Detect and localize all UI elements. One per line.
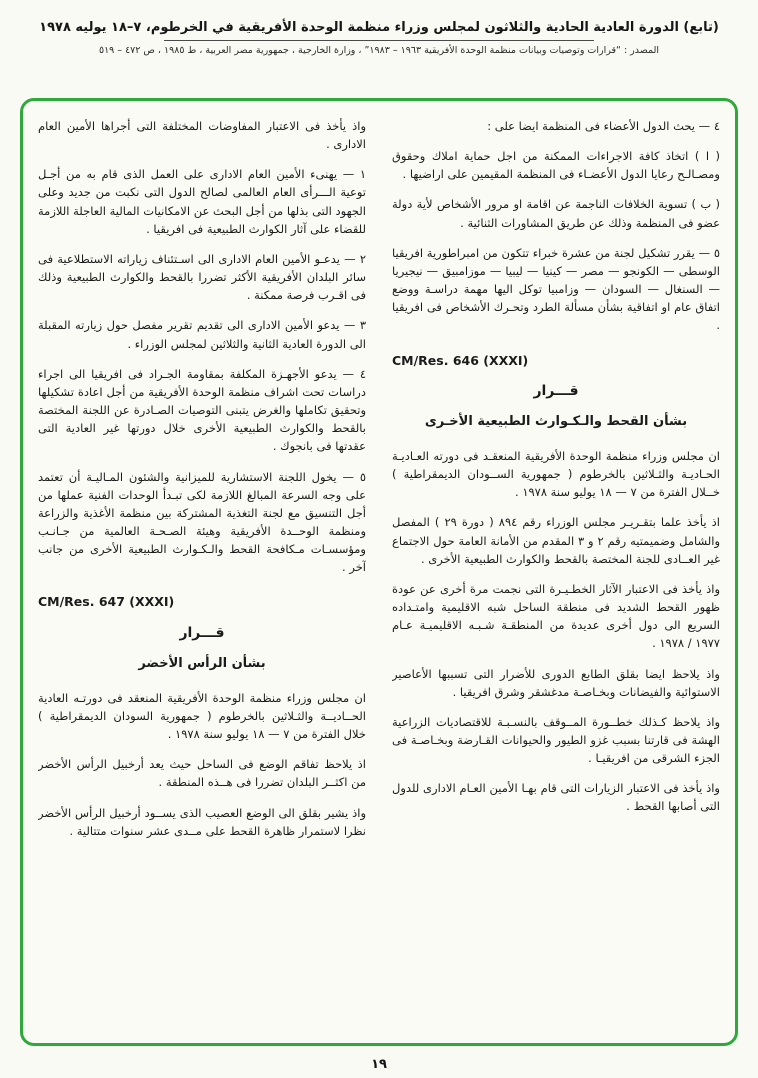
resolution-subject: بشأن الرأس الأخضر (138, 656, 266, 672)
resolution-number: CM/Res. 647 (XXXI) (38, 594, 175, 610)
column-right (392, 117, 720, 1033)
paragraph: واذ يأخذ فى الاعتبار الزيارات التى قام بهـا الأمين العـام الادارى للدول التى أصابها القحط . (392, 781, 720, 814)
header-divider (164, 40, 594, 41)
paragraph: ( ا ) اتخاذ كافة الاجراءات الممكنة من اجل حماية املاك وحقوق ومصـالـح رعايا الدول الأعضـاء فى المنظمة المقيمين على اراضيها . (392, 149, 720, 182)
header-session-title: (تابع) الدورة العادية الحادية والثلاثون لمجلس وزراء منظمة الوحدة الأفريقية في الخرطوم، ٧–١٨ يوليه ١٩٧٨ (39, 20, 719, 35)
resolution-number: CM/Res. 646 (XXXI) (392, 352, 529, 368)
paragraph: ٣ — يدعو الأمين الادارى الى تقديم تقرير مفصل حول زيارته المقبلة الى الدورة العادية الثانية والثلاثين لمجلس الوزراء . (38, 318, 366, 351)
green-border-box (20, 98, 738, 1046)
paragraph: واذ يلاحظ كـذلك خطــورة المــوقف بالنسـبـة للاقتصاديات الزراعية الهشة فى قارتنا بسبب غزو الطيور والحيوانات القـارضة وبخـاصـة فى الجزء الشرقى من افريقيـا . (392, 714, 720, 766)
column-left (38, 117, 366, 1033)
paragraph: ٤ — يحث الدول الأعضاء فى المنظمة ايضا على : (487, 119, 720, 133)
paragraph: واذ يأخذ فى الاعتبار المفاوضات المختلفة التى أجراها الأمين العام الادارى . (38, 119, 366, 152)
paragraph: ٥ — يخول اللجنة الاستشارية للميزانية والشئون المـاليـة أن تعتمد على وجه السرعة المبالغ اللازمة لكى تبـدأ الوحدات الفنية عملها من أجل التنسيق مع لجنة التغذية المشتركة بين منظمة الأغذية والزراعة ومنظمة الوحــدة الأفريقية وهيئة الصـحـة العالمية من جـانـب ومؤسسـات مـكافحة القحط والـكـوارث الطبيعية الأخرى من جانب آخر . (38, 469, 366, 575)
page-header (0, 0, 758, 56)
paragraph: ان مجلس وزراء منظمة الوحدة الأفريقية المنعقـد فى دورته العـاديـة الحـاديـة والثـلاثين بالخرطوم ( جمهورية الســودان الديمقراطية ) خــلال الفترة من ٧ — ١٨ يوليو سنة ١٩٧٨ . (392, 448, 720, 500)
paragraph: واذ يلاحظ ايضا بقلق الطابع الدورى للأضرار التى تسببها الأعاصير الاستوائية والفيضانات وبخـاصـة مدغشقر وشرق افريقيا . (392, 666, 720, 699)
paragraph: واذ يأخذ فى الاعتبار الآثار الخطـيـرة التى نجمت مرة أخرى عن عودة ظهور القحط الشديد فى منطقة الساحل شبه الاقليمية وامتـداده السريع الى دول أخرى عديدة من المنطقـة شـبـه الاقليميـة عـام ١٩٧٧ / ١٩٧٨ . (392, 581, 720, 651)
paragraph: ٢ — يدعـو الأمين العام الادارى الى اسـتئناف زياراته الاستطلاعية فى سائر البلدان الأفريقية الأكثر تضررا بالقحط والكوارث الطبيعية وذلك فى اقـرب فرصة ممكنة . (38, 251, 366, 303)
paragraph: اذ يأخذ علما بتقـريـر مجلس الوزراء رقم ٨٩٤ ( دورة ٢٩ ) المفصل والشامل وضميمتيه رقم ٢ و ٣ المقدم من الأمانة العامة حول الاجتماع غير العــادى للجنة المختصة بالقحط والكوارث الطبيعية الأخرى . (392, 515, 720, 566)
resolution-title: قـــرار (533, 383, 579, 400)
resolution-subject: بشأن القحط والـكـوارث الطبيعية الأخـرى (424, 414, 688, 430)
paragraph: ١ — يهنىء الأمين العام الادارى على العمل الذى قام به من أجـل توعية الـــرأى العام العالمى لصالح الدول التى نكبت من جديد وعلى الجهود التى بذلها من أجل البحث عن الامكانيات المالية العاجلة اللازمة للقضاء على آثار الكوارث الطبيعية فى افريقيا . (38, 167, 366, 236)
page-number: ١٩ (371, 1057, 387, 1072)
header-source-note: المصدر : “قرارات وتوصيات وبيانات منظمة الوحدة الأفريقية ١٩٦٣ – ١٩٨٣” ، وزارة الخارجية ، جمهورية مصر العربية ، ط ١٩٨٥ ، ص ٤٧٢ – ٥١٩ (98, 45, 660, 56)
paragraph: ( ب ) تسوية الخلافات الناجمة عن اقامة او مرور الأشخاص لأية دولة عضو فى المنظمة وذلك عن طريق المشاورات الثنائية . (392, 197, 720, 230)
page-footer (0, 1053, 758, 1072)
paragraph: ٥ — يقرر تشكيل لجنة من عشرة خبراء تتكون من امبراطورية افريقيا الوسطى — الكونجو — مصر — كينيا — ليبيا — موزامبيق — نيجيريا — السنغال — السودان — وزامبيا توكل اليها مهمة دراسـة ووضع اتفاق عام او اتفاقية بشأن مسألة الطرد وتحـرك الأشخاص فى افريقيا . (392, 245, 720, 333)
paragraph: واذ يشير بقلق الى الوضع العصيب الذى يســود أرخبيل الرأس الأخضر نظرا لاستمرار ظاهرة القحط على مــدى عشر سنوات متتالية . (38, 805, 366, 838)
paragraph: ان مجلس وزراء منظمة الوحدة الأفريقية المنعقد فى دورتـه العادية الحــاديــة والثـلاثين بالخرطوم ( جمهورية السودان الديمقراطية ) خلال الفترة من ٧ — ١٨ يوليو سنة ١٩٧٨ . (38, 690, 366, 742)
paragraph: اذ يلاحظ تفاقم الوضع فى الساحل حيث يعد أرخبيل الرأس الأخضر من اكثــر البلدان تضررا فى هــذه المنطقة . (38, 757, 366, 790)
paragraph: ٤ — يدعو الأجهـزة المكلفة بمقاومة الجـراد فى افريقيا الى اجراء دراسات تحت اشراف منظمة الوحدة الأفريقية من أجل اعادة تشكيلها وتحقيق تكاملها والغرض يتبنى التوصيات الصـادرة عن اللجنة المختصة بالقحط والكوارث الطبيعية الأخرى خلال دورتها غير العادية التى عقدتها فى بانجوك . (38, 366, 366, 454)
resolution-title: قـــرار (179, 625, 225, 642)
